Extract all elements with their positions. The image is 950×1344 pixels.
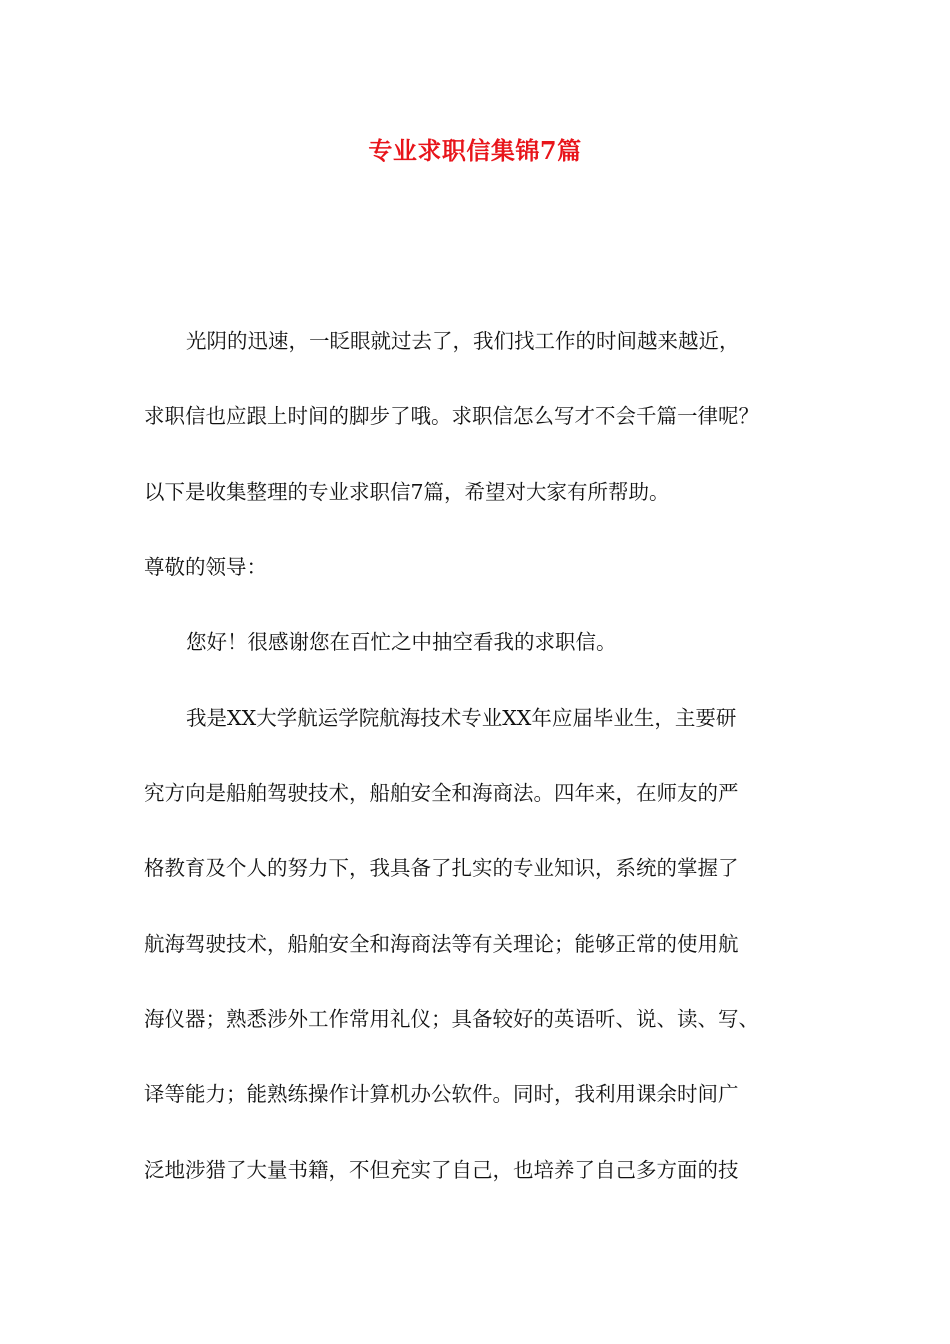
body-line-5: 海仪器；熟悉涉外工作常用礼仪；具备较好的英语听、说、读、写、 <box>144 1007 759 1031</box>
intro-line-3: 以下是收集整理的专业求职信7篇，希望对大家有所帮助。 <box>144 480 670 504</box>
greeting-line: 您好！很感谢您在百忙之中抽空看我的求职信。 <box>186 630 617 654</box>
body-line-4: 航海驾驶技术，船舶安全和海商法等有关理论；能够正常的使用航 <box>144 932 739 956</box>
body-line-2: 究方向是船舶驾驶技术，船舶安全和海商法。四年来，在师友的严 <box>144 781 739 805</box>
body-line-7: 泛地涉猎了大量书籍，不但充实了自己，也培养了自己多方面的技 <box>144 1158 739 1182</box>
body-line-3: 格教育及个人的努力下，我具备了扎实的专业知识，系统的掌握了 <box>144 856 739 880</box>
salutation: 尊敬的领导： <box>144 555 267 579</box>
body-line-1: 我是XX大学航运学院航海技术专业XX年应届毕业生，主要研 <box>186 706 737 730</box>
intro-line-2: 求职信也应跟上时间的脚步了哦。求职信怎么写才不会千篇一律呢？ <box>144 404 759 428</box>
document-title: 专业求职信集锦7篇 <box>368 136 582 165</box>
intro-line-1: 光阴的迅速，一眨眼就过去了，我们找工作的时间越来越近， <box>186 329 740 353</box>
body-line-6: 译等能力；能熟练操作计算机办公软件。同时，我利用课余时间广 <box>144 1082 739 1106</box>
